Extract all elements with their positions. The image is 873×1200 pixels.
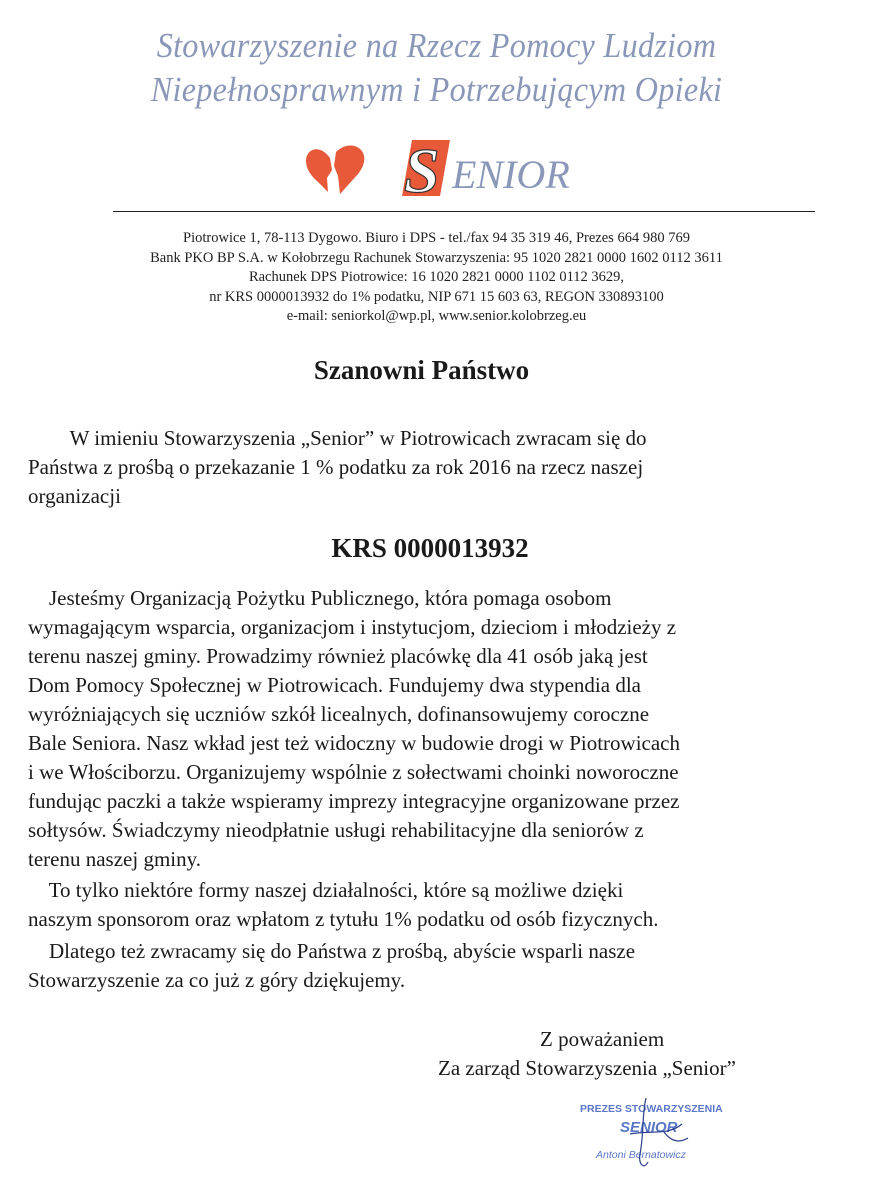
paragraph-sponsors [28, 876, 658, 934]
org-name-line2: Niepełnosprawnym i Potrzebującym Opieki [150, 70, 723, 109]
contact-block [0, 229, 873, 327]
text-line: sołtysów. Świadczymy nieodpłatnie usługi rehabilitacyjne dla seniorów z [28, 818, 644, 842]
text-line: Jesteśmy Organizacją Pożytku Publicznego, która pomaga osobom [28, 586, 612, 610]
paragraph-thanks [28, 937, 635, 995]
svg-text:S: S [404, 135, 440, 200]
contact-bank-account: Bank PKO BP S.A. w Kołobrzegu Rachunek Stowarzyszenia: 95 1020 2821 0000 1602 0112 3611 [150, 249, 723, 266]
closing-board: Za zarząd Stowarzyszenia „Senior” [438, 1056, 736, 1080]
stamp-title: PREZES STOWARZYSZENIA [580, 1103, 723, 1115]
text-line: terenu naszej gminy. Prowadzimy również placówkę dla 41 osób jaką jest [28, 644, 648, 668]
text-line: i we Włościborzu. Organizujemy wspólnie z sołectwami choinki noworoczne [28, 760, 679, 784]
president-stamp [570, 1094, 740, 1174]
contact-address: Piotrowice 1, 78-113 Dygowo. Biuro i DPS - tel./fax 94 35 319 46, Prezes 664 980 769 [183, 230, 690, 246]
krs-number: KRS 0000013932 [331, 533, 529, 563]
text-line: wymagającym wsparcia, organizacjom i instytucjom, dzieciom i młodzieży z [28, 615, 677, 639]
text-line: organizacji [28, 484, 121, 508]
org-name-line1: Stowarzyszenie na Rzecz Pomocy Ludziom [156, 26, 717, 65]
contact-dps-account: Rachunek DPS Piotrowice: 16 1020 2821 0000 1102 0112 3629, [248, 269, 625, 285]
text-line: fundując paczki a także wspieramy imprezy integracyjne organizowane przez [28, 789, 680, 813]
closing-block [438, 1025, 736, 1083]
paragraph-activities [28, 584, 680, 874]
stamp-brand: SENIOR [620, 1119, 678, 1136]
text-line: Stowarzyszenie za co już z góry dziękujemy. [28, 968, 406, 992]
text-line: Bale Seniora. Nasz wkład jest też widoczny w budowie drogi w Piotrowicach [28, 731, 680, 755]
heart-icon [306, 146, 364, 194]
text-line: To tylko niektóre formy naszej działalności, które są możliwe dzięki [28, 878, 624, 902]
paragraph-request [28, 424, 647, 511]
text-line: Państwa z prośbą o przekazanie 1 % podatku za rok 2016 na rzecz naszej [28, 455, 644, 479]
logo-text: ENIOR [452, 152, 570, 197]
header-divider [113, 211, 815, 212]
text-line: wyróżniających się uczniów szkół licealnych, dofinansowujemy coroczne [28, 702, 650, 726]
text-line: naszym sponsorom oraz wpłatom z tytułu 1% podatku od osób fizycznych. [28, 907, 659, 931]
text-line: Dom Pomocy Społecznej w Piotrowicach. Fundujemy dwa stypendia dla [28, 673, 641, 697]
logo-s-badge [402, 135, 450, 200]
senior-logo [300, 130, 610, 200]
text-line: Dlatego też zwracamy się do Państwa z prośbą, abyście wsparli nasze [28, 939, 636, 963]
stamp-name: Antoni Bernatowicz [596, 1149, 686, 1161]
letter-greeting: Szanowni Państwo [313, 355, 530, 385]
text-line: terenu naszej gminy. [28, 847, 201, 871]
closing-regards: Z poważaniem [540, 1027, 665, 1051]
contact-registry: nr KRS 0000013932 do 1% podatku, NIP 671 15 603 63, REGON 330893100 [209, 288, 664, 305]
text-line: W imieniu Stowarzyszenia „Senior” w Piotrowicach zwracam się do [28, 426, 647, 450]
contact-email-web: e-mail: seniorkol@wp.pl, www.senior.kolobrzeg.eu [286, 308, 587, 324]
